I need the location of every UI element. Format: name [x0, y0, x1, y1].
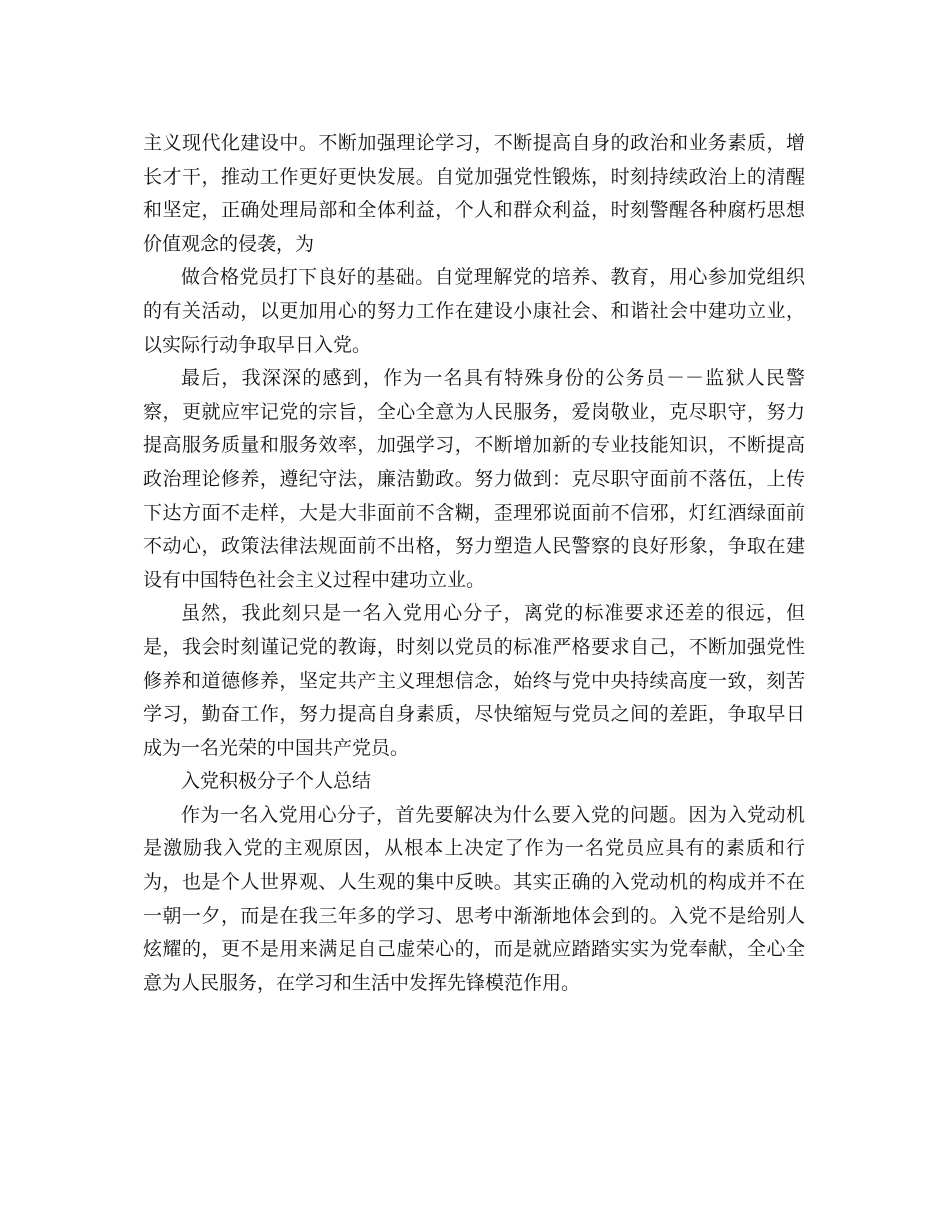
paragraph-motivation: 作为一名入党用心分子，首先要解决为什么要入党的问题。因为入党动机是激励我入党的主观原因，从根本上决定了作为一名党员应具有的素质和行为，也是个人世界观、人生观的集中反映。其实正确的入党动机的构成并不在一朝一夕，而是在我三年多的学习、思考中渐渐地体会到的。入党不是给别人炫耀的，更不是用来满足自己虚荣心的，而是就应踏踏实实为党奉献，全心全意为人民服务，在学习和生活中发挥先锋模范作用。 [143, 803, 805, 994]
section-heading: 入党积极分子个人总结 [181, 770, 372, 793]
paragraph-continuation: 主义现代化建设中。不断加强理论学习，不断提高自身的政治和业务素质，增长才干，推动工作更好更快发展。自觉加强党性锻炼，时刻持续政治上的清醒和坚定，正确处理局部和全体利益，个人和群众利益，时刻警醒各种腐朽思想价值观念的侵袭，为 [143, 132, 805, 255]
paragraph-commitment: 虽然，我此刻只是一名入党用心分子，离党的标准要求还差的很远，但是，我会时刻谨记党的教诲，时刻以党员的标准严格要求自己，不断加强党性修养和道德修养，坚定共产主义理想信念，始终与党中央持续高度一致，刻苦学习，勤奋工作，努力提高自身素质，尽快缩短与党员之间的差距，争取早日成为一名光荣的中国共产党员。 [143, 602, 805, 759]
paragraph-conclusion: 最后，我深深的感到，作为一名具有特殊身份的公务员－－监狱人民警察，更就应牢记党的宗旨，全心全意为人民服务，爱岗敬业，克尽职守，努力提高服务质量和服务效率，加强学习，不断增加新的专业技能知识，不断提高政治理论修养，遵纪守法，廉洁勤政。努力做到：克尽职守面前不落伍，上传下达方面不走样，大是大非面前不含糊，歪理邪说面前不信邪，灯红酒绿面前不动心，政策法律法规面前不出格，努力塑造人民警察的良好形象，争取在建设有中国特色社会主义过程中建功立业。 [143, 367, 805, 591]
paragraph-foundation: 做合格党员打下良好的基础。自觉理解党的培养、教育，用心参加党组织的有关活动，以更加用心的努力工作在建设小康社会、和谐社会中建功立业，以实际行动争取早日入党。 [143, 266, 805, 356]
document-body [143, 127, 805, 1000]
